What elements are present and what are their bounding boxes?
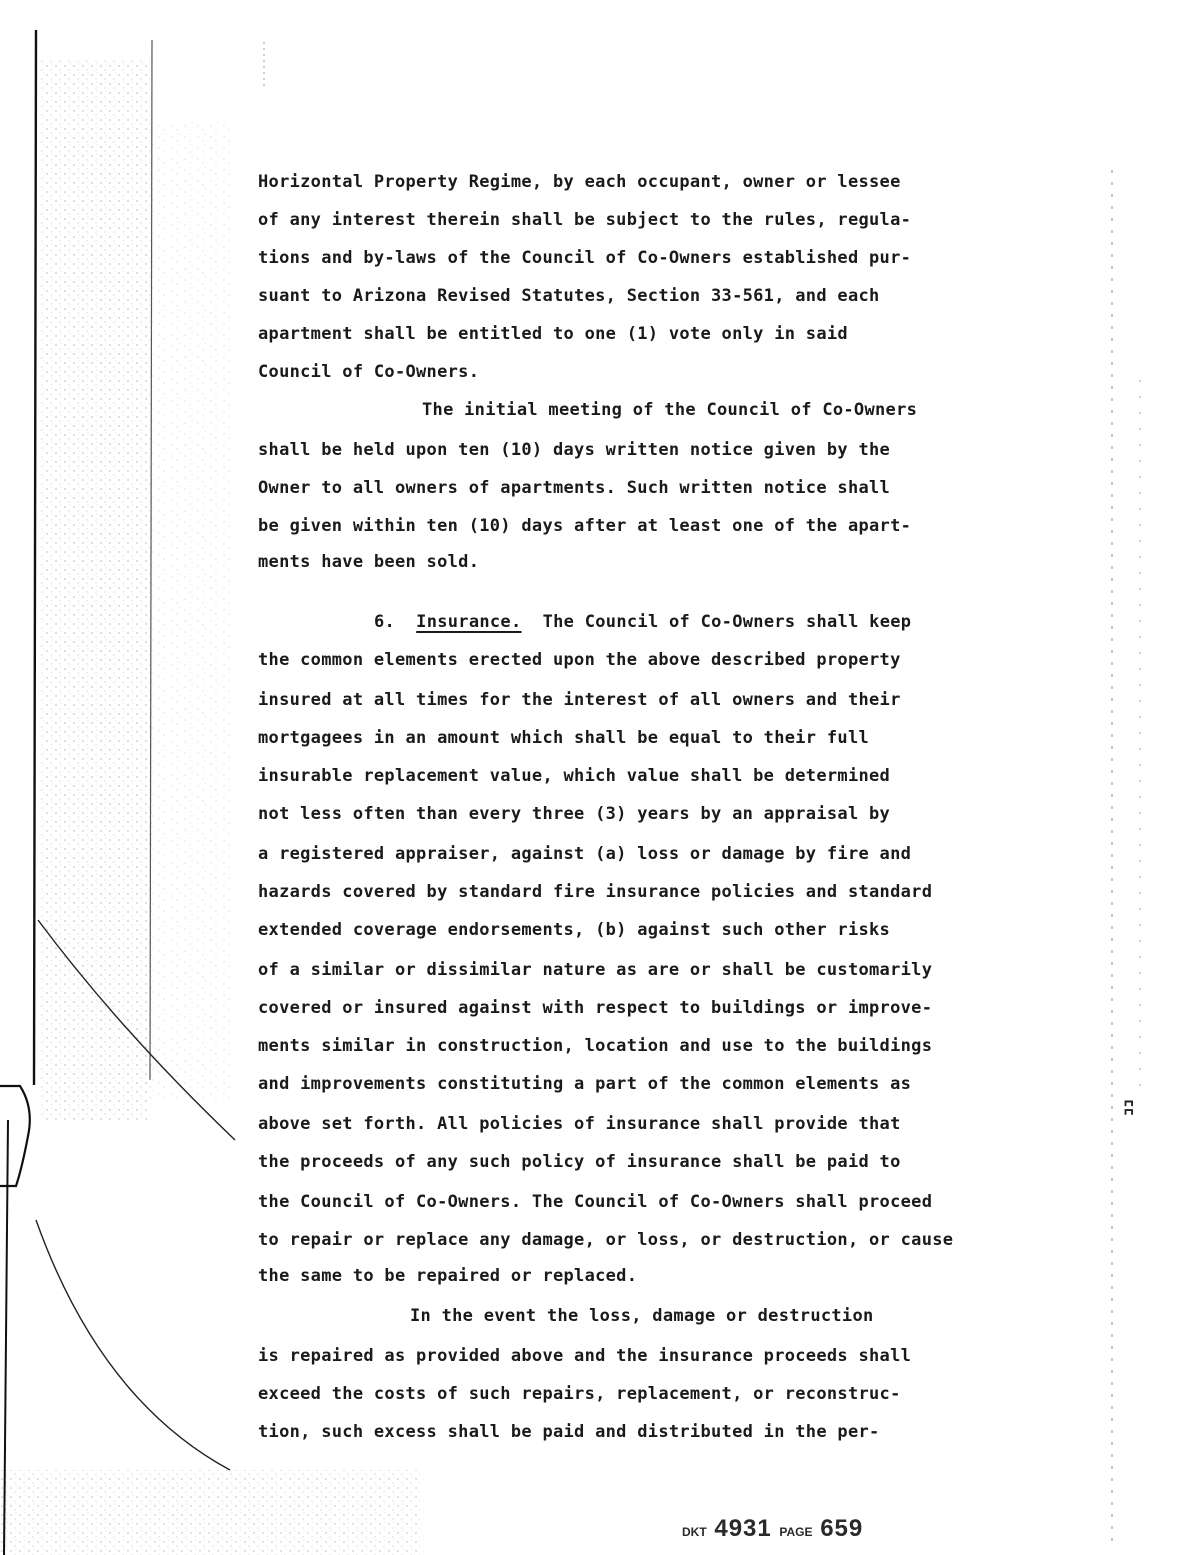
text-line: extended coverage endorsements, (b) against such other risks [258, 920, 891, 940]
docket-prefix: DKT [682, 1525, 707, 1539]
margin-mark: ʭ [1124, 1094, 1135, 1124]
text-line: The initial meeting of the Council of Co-Owners [422, 400, 918, 420]
text-line: exceed the costs of such repairs, replacement, or reconstruc- [258, 1384, 901, 1404]
docket-page-reference [682, 1515, 863, 1543]
text-line: the same to be repaired or replaced. [258, 1266, 638, 1286]
text-line: to repair or replace any damage, or loss, or destruction, or cause [258, 1230, 954, 1250]
text-line: is repaired as provided above and the insurance proceeds shall [258, 1346, 912, 1366]
text-line: a registered appraiser, against (a) loss or damage by fire and [258, 844, 912, 864]
text-line: the common elements erected upon the above described property [258, 650, 901, 670]
text-line: above set forth. All policies of insurance shall provide that [258, 1114, 901, 1134]
section-heading-line [374, 612, 911, 632]
text-line: apartment shall be entitled to one (1) vote only in said [258, 324, 848, 344]
text-line: covered or insured against with respect to buildings or improve- [258, 998, 933, 1018]
text-line: insured at all times for the interest of all owners and their [258, 690, 901, 710]
text-line: tion, such excess shall be paid and distributed in the per- [258, 1422, 880, 1442]
text-line: shall be held upon ten (10) days written notice given by the [258, 440, 891, 460]
text-line: ments similar in construction, location and use to the buildings [258, 1036, 933, 1056]
section-number: 6. [374, 612, 396, 632]
text-line: ments have been sold. [258, 552, 480, 572]
text-line: of a similar or dissimilar nature as are or shall be customarily [258, 960, 933, 980]
text-line: Council of Co-Owners. [258, 362, 480, 382]
page-number: 659 [820, 1515, 864, 1542]
text-line: In the event the loss, damage or destruction [410, 1306, 874, 1326]
docket-number: 4931 [714, 1515, 772, 1542]
text-line: Horizontal Property Regime, by each occupant, owner or lessee [258, 172, 901, 192]
text-line: mortgagees in an amount which shall be equal to their full [258, 728, 870, 748]
text-line: suant to Arizona Revised Statutes, Section 33-561, and each [258, 286, 880, 306]
text-line: and improvements constituting a part of the common elements as [258, 1074, 912, 1094]
page-prefix: PAGE [779, 1525, 813, 1539]
text-line: not less often than every three (3) years by an appraisal by [258, 804, 891, 824]
text-line: the proceeds of any such policy of insurance shall be paid to [258, 1152, 901, 1172]
text-line: hazards covered by standard fire insurance policies and standard [258, 882, 933, 902]
section-heading: Insurance. [416, 612, 522, 632]
text-line: of any interest therein shall be subject to the rules, regula- [258, 210, 912, 230]
text-line: the Council of Co-Owners. The Council of Co-Owners shall proceed [258, 1192, 933, 1212]
text-line: be given within ten (10) days after at least one of the apart- [258, 516, 912, 536]
text-line: Owner to all owners of apartments. Such written notice shall [258, 478, 891, 498]
text-line: The Council of Co-Owners shall keep [542, 612, 912, 632]
text-line: tions and by-laws of the Council of Co-Owners established pur- [258, 248, 912, 268]
text-line: insurable replacement value, which value shall be determined [258, 766, 891, 786]
